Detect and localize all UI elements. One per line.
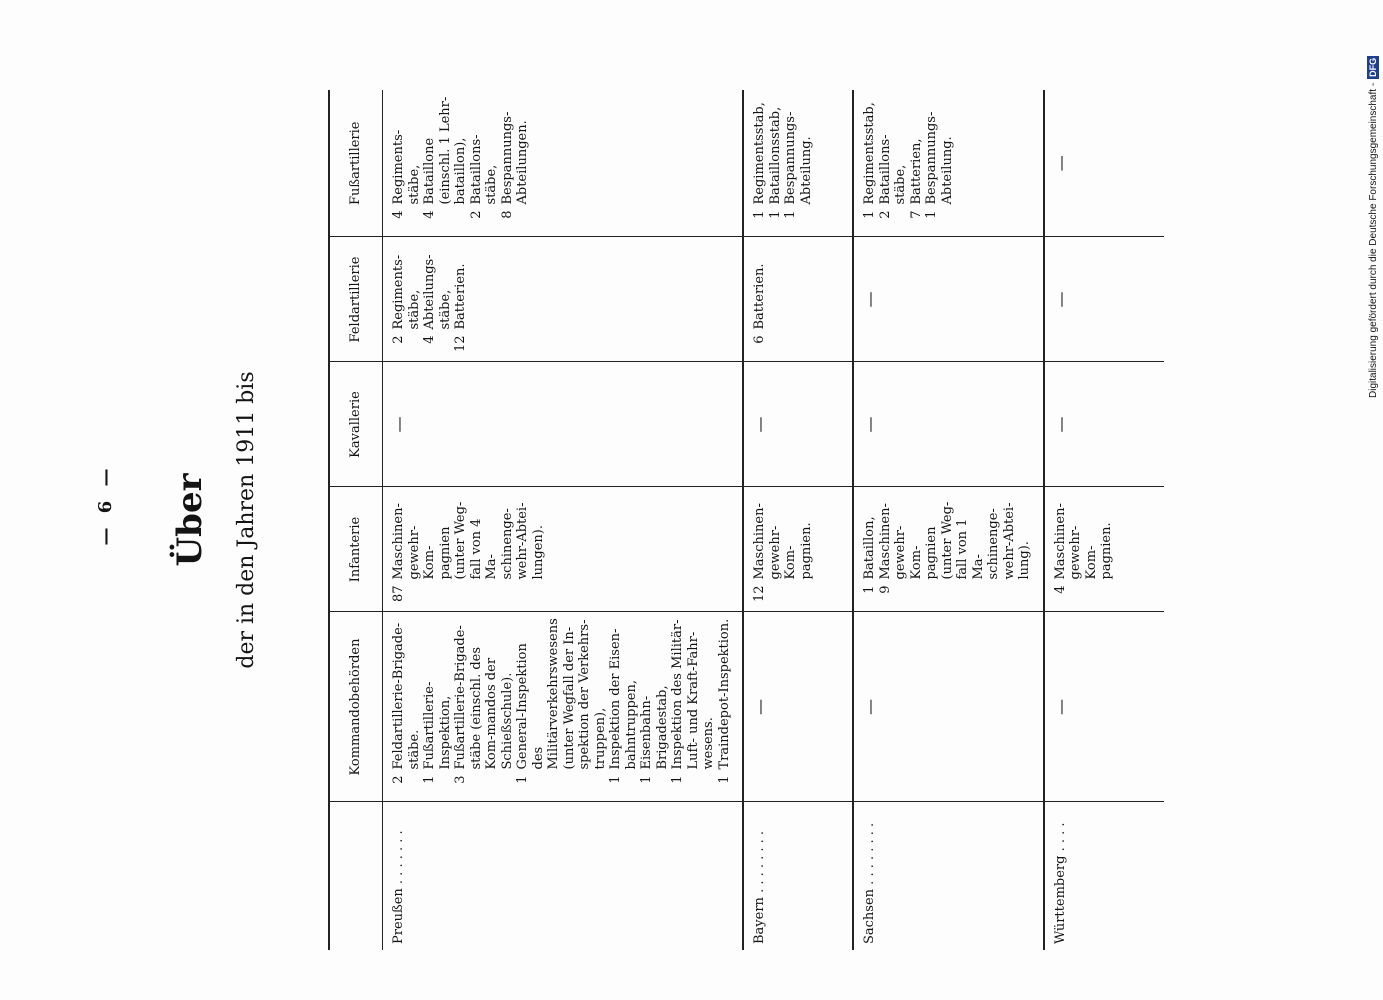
empty-dash: — bbox=[1050, 155, 1070, 172]
credit-text: Digitalisierung gefördert durch die Deutsche Forschungsgemeinschaft - bbox=[1367, 82, 1379, 398]
cell-entry bbox=[924, 96, 955, 231]
table-row bbox=[1044, 90, 1164, 950]
empty-dash: — bbox=[1050, 416, 1070, 433]
entry-count: 1 bbox=[515, 775, 530, 784]
entry-text: Regimentsstab, bbox=[862, 102, 877, 205]
entry-text: Bespannungs-Abteilung. bbox=[783, 111, 814, 205]
cell-entry bbox=[500, 96, 531, 231]
table-header-row bbox=[329, 90, 383, 950]
table-row bbox=[853, 90, 1044, 950]
dfg-logo: DFG bbox=[1368, 57, 1378, 77]
state-name: Bayern bbox=[752, 897, 767, 944]
entry-count: 12 bbox=[752, 585, 767, 603]
entry-text: Abteilungs-stäbe, bbox=[422, 254, 453, 330]
header-state bbox=[329, 802, 383, 950]
empty-dash: — bbox=[389, 416, 408, 433]
cell-entry bbox=[862, 494, 878, 606]
cell-fussartillerie bbox=[383, 90, 744, 237]
cell-entry bbox=[391, 619, 422, 796]
entry-text: Bataillon, bbox=[862, 516, 877, 580]
cell-infanterie bbox=[1044, 487, 1164, 612]
cell-entry bbox=[878, 494, 1033, 606]
page-subtitle: der in den Jahren 1911 bis bbox=[234, 371, 259, 669]
entry-count: 4 bbox=[422, 210, 437, 219]
cell-entry bbox=[422, 96, 469, 231]
entry-text: Bataillons-stäbe, bbox=[877, 134, 908, 205]
page-number bbox=[86, 450, 126, 560]
state-name: Sachsen bbox=[862, 888, 877, 944]
entry-count: 4 bbox=[1052, 585, 1068, 594]
leader-dots: . . . . bbox=[1052, 822, 1068, 856]
entry-text: Fußartillerie-Inspektion, bbox=[422, 681, 453, 770]
state-cell bbox=[1044, 802, 1164, 950]
cell-fussartillerie bbox=[1044, 90, 1164, 237]
entry-count: 3 bbox=[453, 775, 468, 784]
cell-entry bbox=[453, 619, 515, 796]
empty-dash: — bbox=[860, 291, 879, 308]
entry-text: Maschinen-gewehr-Kom-pagnien. bbox=[1052, 503, 1114, 580]
cell-entry bbox=[515, 619, 608, 796]
entry-text: Eisenbahn-Brigadestab, bbox=[639, 685, 670, 770]
cell-entry bbox=[391, 96, 422, 231]
cell-fussartillerie bbox=[743, 90, 853, 237]
leader-dots: . . . . . . . . bbox=[752, 830, 767, 898]
cell-kommandobehoerden bbox=[1044, 612, 1164, 802]
table-row bbox=[743, 90, 853, 950]
leader-dots: . . . . . . . . bbox=[862, 822, 877, 889]
entry-text: Maschinen-gewehr-Kom-pagnien (unter Weg-fall von 1 Ma-schinenge-wehr-Abtei-lung). bbox=[877, 501, 1032, 580]
state-name: Württemberg bbox=[1052, 855, 1068, 944]
state-cell bbox=[853, 802, 1044, 950]
cell-entry bbox=[862, 96, 878, 231]
cell-infanterie bbox=[853, 487, 1044, 612]
state-cell bbox=[383, 802, 744, 950]
header-kavallerie: Kavallerie bbox=[329, 362, 383, 487]
entry-count: 2 bbox=[468, 210, 484, 219]
entry-count: 1 bbox=[752, 210, 767, 219]
entry-count: 8 bbox=[499, 210, 515, 219]
empty-dash: — bbox=[1050, 291, 1070, 308]
cell-kavallerie bbox=[383, 362, 744, 487]
cell-kommandobehoerden bbox=[853, 612, 1044, 802]
entry-count: 2 bbox=[877, 210, 893, 219]
state-name: Preußen bbox=[391, 888, 406, 944]
cell-entry bbox=[670, 619, 717, 796]
cell-entry bbox=[469, 96, 500, 231]
entry-text: Maschinen-gewehr-Kom-pagnien (unter Weg-fall von 4 Ma-schinenge-wehr-Abtei-lungen). bbox=[391, 501, 546, 580]
cell-kommandobehoerden bbox=[383, 612, 744, 802]
entry-text: Batterien, bbox=[908, 138, 924, 205]
cell-entry bbox=[453, 244, 469, 356]
cell-entry bbox=[608, 619, 639, 796]
cell-kavallerie bbox=[1044, 362, 1164, 487]
entry-text: Bataillons-stäbe, bbox=[468, 134, 499, 205]
title-block bbox=[170, 90, 290, 950]
empty-dash: — bbox=[750, 699, 769, 715]
cell-feldartillerie bbox=[383, 237, 744, 362]
entry-count: 1 bbox=[924, 210, 939, 219]
entry-text: Inspektion des Militär-Luft- und Kraft-Fahr-wesens. bbox=[670, 619, 716, 770]
entry-text: Bataillonsstab, bbox=[767, 106, 783, 205]
entry-count: 1 bbox=[670, 775, 685, 784]
cell-entry bbox=[717, 619, 733, 796]
side-credit bbox=[1361, 6, 1383, 398]
entry-count: 87 bbox=[391, 585, 406, 603]
cell-infanterie bbox=[743, 487, 853, 612]
cell-feldartillerie bbox=[1044, 237, 1164, 362]
entry-count: 1 bbox=[862, 585, 877, 594]
entry-text: Inspektion der Eisen-bahntruppen, bbox=[608, 628, 639, 770]
cell-entry bbox=[783, 96, 814, 231]
military-units-table bbox=[328, 90, 1164, 950]
entry-text: Regimentsstab, bbox=[752, 102, 767, 205]
cell-entry bbox=[1053, 494, 1115, 606]
cell-entry bbox=[752, 494, 814, 606]
cell-fussartillerie bbox=[853, 90, 1044, 237]
cell-entry bbox=[391, 244, 422, 356]
entry-count: 7 bbox=[908, 210, 924, 219]
header-infanterie: Infanterie bbox=[329, 487, 383, 612]
entry-count: 4 bbox=[391, 210, 406, 219]
rotated-page bbox=[170, 90, 1130, 950]
cell-entry bbox=[768, 96, 784, 231]
entry-count: 1 bbox=[422, 775, 437, 784]
cell-infanterie bbox=[383, 487, 744, 612]
empty-dash: — bbox=[750, 416, 769, 433]
entry-count: 12 bbox=[453, 335, 468, 353]
cell-entry bbox=[639, 619, 670, 796]
header-fussartillerie: Fußartillerie bbox=[329, 90, 383, 237]
entry-count: 1 bbox=[767, 210, 783, 219]
cell-entry bbox=[752, 96, 768, 231]
entry-count: 2 bbox=[391, 335, 406, 344]
entry-text: Traindepot-Inspektion. bbox=[716, 618, 732, 770]
header-kommandobehoerden: Kommandobehörden bbox=[329, 612, 383, 802]
entry-count: 1 bbox=[608, 775, 623, 784]
empty-dash: — bbox=[1050, 699, 1070, 715]
cell-kavallerie bbox=[853, 362, 1044, 487]
entry-text: Batterien. bbox=[453, 263, 468, 330]
cell-entry bbox=[878, 96, 909, 231]
page-frame bbox=[170, 90, 1140, 950]
entry-count: 1 bbox=[783, 210, 798, 219]
entry-text: Fußartillerie-Brigade-stäbe (einschl. des Kom-mandos der Schießschule). bbox=[453, 625, 515, 770]
entry-text: Maschinen-gewehr-Kom-pagnien. bbox=[752, 503, 814, 580]
cell-kommandobehoerden bbox=[743, 612, 853, 802]
entry-text: Bespannungs-Abteilungen. bbox=[499, 111, 530, 205]
entry-text: Regiments-stäbe, bbox=[391, 254, 422, 330]
state-cell bbox=[743, 802, 853, 950]
entry-text: Batterien. bbox=[752, 263, 767, 330]
table-row bbox=[383, 90, 744, 950]
cell-entry bbox=[752, 244, 768, 356]
leader-dots: . . . . . . . bbox=[391, 830, 406, 889]
entry-text: General-Inspektion des Militärverkehrswesens (unter Wegfall der In-spektion der Verkehrs-truppen), bbox=[515, 618, 608, 770]
cell-entry bbox=[909, 96, 925, 231]
entry-text: Feldartillerie-Brigade-stäbe. bbox=[391, 622, 422, 770]
entry-count: 1 bbox=[862, 210, 877, 219]
cell-entry bbox=[422, 619, 453, 796]
entry-text: Bespannungs-Abteilung. bbox=[924, 111, 955, 205]
page-title: Über bbox=[170, 473, 210, 567]
entry-count: 9 bbox=[877, 585, 893, 594]
entry-text: Bataillone (einschl. 1 Lehr-bataillon), bbox=[422, 96, 468, 205]
cell-feldartillerie bbox=[853, 237, 1044, 362]
cell-feldartillerie bbox=[743, 237, 853, 362]
cell-kavallerie bbox=[743, 362, 853, 487]
entry-count: 1 bbox=[639, 775, 654, 784]
cell-entry bbox=[422, 244, 453, 356]
page-number-text: — 6 — bbox=[95, 464, 116, 546]
cell-entry bbox=[391, 494, 546, 606]
header-feldartillerie: Feldartillerie bbox=[329, 237, 383, 362]
entry-text: Regiments-stäbe, bbox=[391, 129, 422, 205]
entry-count: 1 bbox=[716, 775, 732, 784]
entry-count: 2 bbox=[391, 775, 406, 784]
empty-dash: — bbox=[860, 416, 879, 433]
entry-count: 6 bbox=[752, 335, 767, 344]
empty-dash: — bbox=[860, 699, 879, 715]
entry-count: 4 bbox=[422, 335, 437, 344]
